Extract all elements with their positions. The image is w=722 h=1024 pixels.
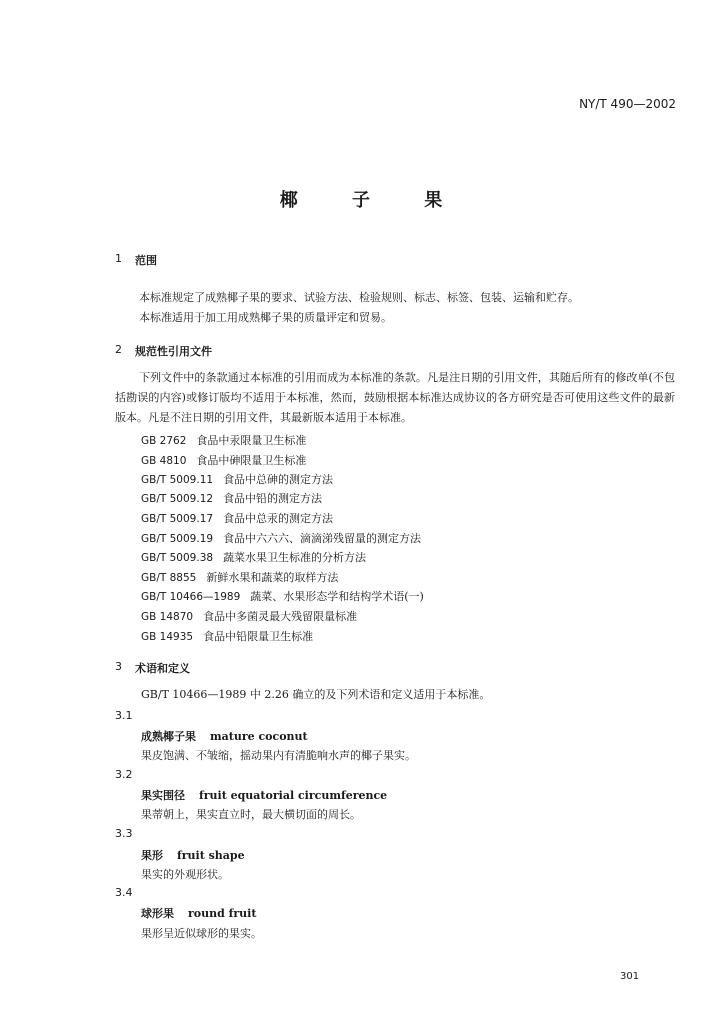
reference-item [141,490,322,506]
term-en: round fruit [188,907,257,920]
reference-code: GB/T 5009.38 [141,552,214,564]
reference-title: 食品中多菌灵最大残留限量标准 [203,610,358,623]
section-3-heading: 术语和定义 [135,662,190,675]
reference-title: 食品中铅限量卫生标准 [203,630,314,643]
reference-code: GB 14870 [141,611,194,623]
term-definition: 果实的外观形状。 [141,868,229,881]
term-definition: 果形呈近似球形的果实。 [141,927,262,940]
reference-title: 食品中六六六、滴滴涕残留量的测定方法 [223,532,422,545]
term-en: fruit equatorial circumference [199,789,388,802]
term-heading [141,847,245,863]
reference-code: GB 14935 [141,631,194,643]
section-1-paragraph-1: 本标准规定了成熟椰子果的要求、试验方法、检验规则、标志、标签、包装、运输和贮存。 [139,291,579,304]
term-zh: 果形 [141,849,163,862]
term-definition: 果蒂朝上，果实直立时，最大横切面的周长。 [141,808,361,821]
section-2-heading: 规范性引用文件 [135,345,212,358]
term-en: mature coconut [210,730,308,743]
reference-item [141,628,313,644]
reference-code: GB 4810 [141,455,187,467]
term-zh: 球形果 [141,907,174,920]
reference-code: GB/T 5009.19 [141,533,214,545]
reference-title: 食品中汞限量卫生标准 [196,434,307,447]
section-3-number: 3 [115,660,122,673]
reference-code: GB/T 8855 [141,572,197,584]
section-1-heading: 范围 [135,254,157,267]
reference-code: GB/T 10466—1989 [141,591,241,603]
term-en: fruit shape [177,849,245,862]
reference-title: 蔬菜、水果形态学和结构学术语(一) [250,590,424,603]
reference-item [141,452,306,468]
section-1-paragraph-2: 本标准适用于加工用成熟椰子果的质量评定和贸易。 [139,311,392,324]
term-zh: 果实围径 [141,789,185,802]
reference-title: 食品中总汞的测定方法 [223,512,334,525]
reference-code: GB/T 5009.11 [141,474,214,486]
reference-item [141,569,338,585]
clause-number: 3.2 [115,768,133,781]
reference-item [141,471,333,487]
section-2-intro: 下列文件中的条款通过本标准的引用而成为本标准的条款。凡是注日期的引用文件，其随后所有的修改单(不包括勘误的内容)或修订版均不适用于本标准，然而，鼓励根据本标准达成协议的各方研究是否可使用这些文件的最新版本。凡是不注日期的引用文件，其最新版本适用于本标准。 [115,371,675,424]
reference-title: 新鲜水果和蔬菜的取样方法 [206,571,339,584]
clause-number: 3.1 [115,709,133,722]
page-number: 301 [620,971,640,982]
term-heading [141,905,256,921]
reference-code: GB 2762 [141,435,187,447]
reference-item [141,510,333,526]
section-3-intro: GB/T 10466—1989 中 2.26 确立的及下列术语和定义适用于本标准。 [141,688,491,701]
reference-title: 食品中总砷的测定方法 [223,473,334,486]
document-title: 椰 子 果 [279,190,467,211]
reference-title: 食品中砷限量卫生标准 [196,454,307,467]
reference-title: 食品中铅的测定方法 [223,492,323,505]
reference-item [141,432,306,448]
clause-number: 3.3 [115,827,133,840]
section-2-number: 2 [115,343,122,356]
term-zh: 成熟椰子果 [141,730,196,743]
reference-item [141,549,366,565]
reference-item [141,588,424,604]
reference-item [141,608,357,624]
reference-code: GB/T 5009.12 [141,493,214,505]
term-heading [141,728,308,744]
term-heading [141,787,387,803]
standard-code: NY/T 490—2002 [579,97,676,111]
reference-title: 蔬菜水果卫生标准的分析方法 [223,551,367,564]
clause-number: 3.4 [115,886,133,899]
reference-item [141,530,421,546]
section-1-number: 1 [115,252,122,265]
reference-code: GB/T 5009.17 [141,513,214,525]
term-definition: 果皮饱满、不皱缩，摇动果内有清脆响水声的椰子果实。 [141,749,416,762]
